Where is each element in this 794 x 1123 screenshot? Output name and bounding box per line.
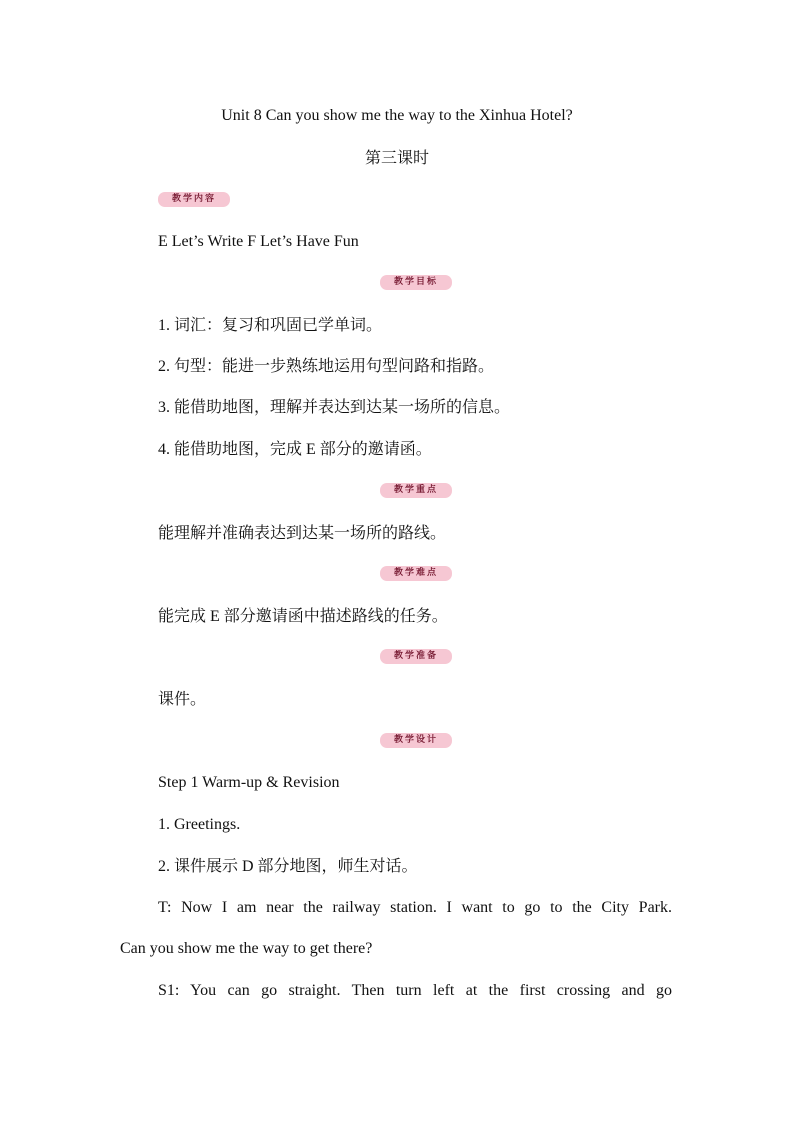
design-item-1: 1. Greetings. <box>158 816 241 833</box>
lesson-subtitle: 第三课时 <box>364 150 429 167</box>
section-badge-content: 教学内容 <box>158 192 230 207</box>
dialogue-teacher-line-2: Can you show me the way to get there? <box>120 940 373 957</box>
key-points-text: 能理解并准确表达到达某一场所的路线。 <box>158 525 447 542</box>
preparation-text: 课件。 <box>158 691 207 708</box>
objective-item-2: 2. 句型：能进一步熟练地运用句型问路和指路。 <box>158 358 495 375</box>
section-badge-design: 教学设计 <box>380 733 452 748</box>
document-title: Unit 8 Can you show me the way to the Xinhua Hotel? <box>221 107 573 124</box>
section-badge-key-points: 教学重点 <box>380 483 452 498</box>
design-step-heading: Step 1 Warm-up & Revision <box>158 774 340 791</box>
section-badge-objectives: 教学目标 <box>380 275 452 290</box>
section-badge-preparation: 教学准备 <box>380 649 452 664</box>
content-text: E Let’s Write F Let’s Have Fun <box>158 233 359 250</box>
section-badge-difficulties: 教学难点 <box>380 566 452 581</box>
objective-item-4: 4. 能借助地图，完成 E 部分的邀请函。 <box>158 441 432 458</box>
design-item-2: 2. 课件展示 D 部分地图，师生对话。 <box>158 858 418 875</box>
difficulties-text: 能完成 E 部分邀请函中描述路线的任务。 <box>158 608 448 625</box>
dialogue-teacher-line-1: T: Now I am near the railway station. I want to go to the City Park. <box>158 899 672 916</box>
objective-item-1: 1. 词汇：复习和巩固已学单词。 <box>158 317 383 334</box>
objective-item-3: 3. 能借助地图，理解并表达到达某一场所的信息。 <box>158 399 511 416</box>
dialogue-student-line-1: S1: You can go straight. Then turn left at the first crossing and go <box>158 982 672 999</box>
